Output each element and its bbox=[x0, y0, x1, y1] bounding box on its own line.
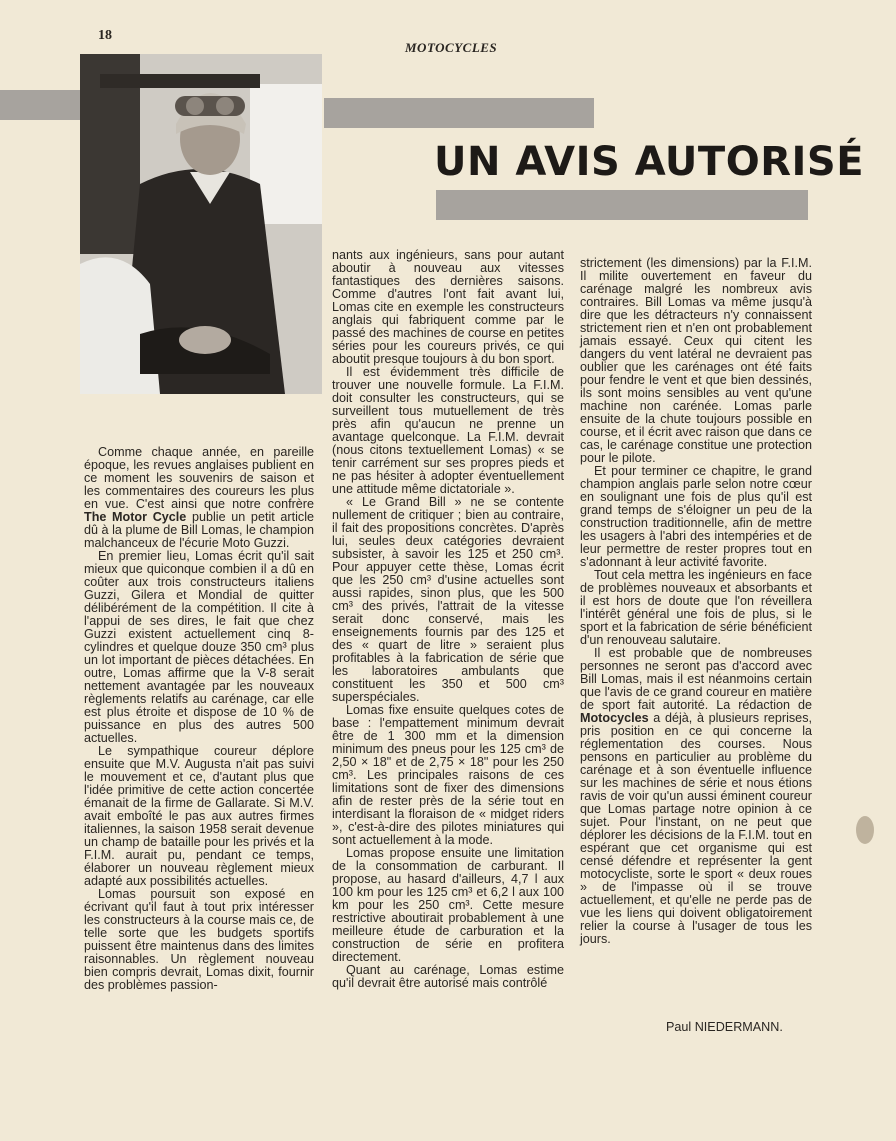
paragraph: Lomas propose ensuite une limitation de la consommation de carburant. Il propose, au hasard d'ailleurs, 4,7 l aux 100 km pour les 125 cm³ et 6,2 l aux 100 km pour les 250 cm³. Cette mesure restrictive aboutirait probablement à une meilleure étude de carburation et la construction de série en profitera directement. bbox=[332, 846, 564, 964]
publication-name: Motocycles bbox=[580, 711, 649, 725]
paragraph: nants aux ingénieurs, sans pour autant aboutir à nouveau aux vitesses fantastiques des dernières saisons. Comme d'autres l'ont fait avant lui, Lomas cite en exemple les constructeurs anglais qui fabriquent comme par le passé des machines de course en petites séries pour les coureurs privés, ce qui aboutit presque toujours à du bon sport. bbox=[332, 248, 564, 366]
paragraph: Il est évidemment très difficile de trouver une nouvelle formule. La F.I.M. doit consulter les constructeurs, qui se surveillent tous mutuellement de très près afin qu'aucun ne prenne un avantage quelconque. La F.I.M. devrait (nous citons textuellement Lomas) « se tenir carrément sur ses propres pieds et ne pas hésiter à adopter éventuellement une attitude même dictatoriale ». bbox=[332, 365, 564, 496]
rider-photo bbox=[80, 54, 322, 394]
paragraph: Quant au carénage, Lomas estime qu'il devrait être autorisé mais contrôlé bbox=[332, 963, 564, 990]
page-stain bbox=[856, 816, 874, 844]
decorative-band-left bbox=[0, 90, 86, 120]
publication-name: The Motor Cycle bbox=[84, 510, 187, 524]
decorative-band-mid bbox=[324, 98, 594, 128]
paragraph: Comme chaque année, en pareille époque, les revues anglaises publient en ce moment les souvenirs de saison et les commentaires des coureurs les plus en vue. C'est ainsi que notre confrère The Motor Cycle publie un petit article dû à la plume de Bill Lomas, le champion malchanceux de l'écurie Moto Guzzi. bbox=[84, 445, 315, 550]
page-number: 18 bbox=[98, 28, 112, 43]
paragraph: En premier lieu, Lomas écrit qu'il sait mieux que quiconque combien il a dû en coûter aux trois constructeurs italiens Guzzi, Gilera et Mondial de quitter délibérément de la compétition. Il cite à l'appui de ses dires, le fait que chez Guzzi existent actuellement cinq 8-cylindres et quelque douze 350 cm³ plus un lot important de pièces détachées. En outre, Lomas affirme que la V-8 serait nettement avantagée par les nouveaux règlements relatifs au carénage, car elle est plus étroite et dispose de 10 % de puissance en plus des autres 500 actuelles. bbox=[84, 549, 314, 745]
paragraph: Tout cela mettra les ingénieurs en face de problèmes nouveaux et absorbants et il est hors de doute que l'on réveillera l'intérêt général une fois de plus, si le sport et la fabrication de série bénéficient d'un renouveau salutaire. bbox=[580, 568, 812, 647]
magazine-running-title: MOTOCYCLES bbox=[405, 40, 498, 55]
paragraph: Et pour terminer ce chapitre, le grand champion anglais parle selon notre cœur en soulignant une fois de plus qu'il est grand temps de s'éloigner un peu de la construction traditionnelle, afin de mettre les usagers à l'abri des intempéries et de leur permettre de rester propres tout en s'adonnant à leur activité favorite. bbox=[580, 464, 812, 569]
paragraph: Lomas poursuit son exposé en écrivant qu'il faut à tout prix intéresser les constructeurs à la course mais ce, de telle sorte que les budgets sportifs puissent être maintenus dans des limites raisonnables. Un règlement nouveau bien compris devrait, Lomas dixit, fournir des problèmes passion- bbox=[84, 887, 314, 992]
rider-photo-image bbox=[80, 54, 322, 394]
paragraph: « Le Grand Bill » ne se contente nullement de critiquer ; bien au contraire, il fait des propositions concrètes. D'après lui, seules deux catégories devraient subsister, à savoir les 125 et 250 cm³. Pour appuyer cette thèse, Lomas écrit que les 250 cm³ d'usine actuelles sont aussi rapides, sinon plus, que les 500 cm³ des privés, l'attrait de la vitesse serait donc conservé, mais les enseignements fournis par des 125 et des « quart de litre » seraient plus profitables à la fabrication de série que les laboratoires ambulants que constituent les 350 et 500 cm³ superspéciales. bbox=[332, 495, 564, 704]
paragraph: Le sympathique coureur déplore ensuite que M.V. Augusta n'ait pas suivi le mouvement et ce, d'autant plus que l'idée primitive de cette action concertée émanait de la firme de Gallarate. Si M.V. avait emboîté le pas aux autres firmes italiennes, la saison 1958 serait devenue un champ de bataille pour les privés et la F.I.M. aurait pu, pendant ce temps, élaborer un nouveau règlement mieux adapté aux possibilités actuelles. bbox=[84, 744, 314, 888]
article-column-1 bbox=[84, 446, 314, 992]
paragraph: strictement (les dimensions) par la F.I.M. Il milite ouvertement en faveur du carénage malgré les nombreux avis contraires. Bill Lomas va même jusqu'à dire que les détracteurs n'y connaissent strictement rien et n'en ont probablement jamais essayé. Ceux qui citent les dangers du vent latéral ne devraient pas oublier que les carénages ont été faits pour fendre le vent et que bien dessinés, ils sont moins sensibles au vent qu'une machine non carénée. Lomas parle ensuite de la chute toujours possible en course, et il écrit avec raison que dans ce cas, le carénage constitue une protection pour le pilote. bbox=[580, 256, 812, 465]
article-headline: UN AVIS AUTORISÉ bbox=[434, 139, 865, 185]
article-column-2 bbox=[332, 249, 564, 990]
decorative-band-low bbox=[436, 190, 808, 220]
paragraph: Lomas fixe ensuite quelques cotes de base : l'empattement minimum devrait être de 1 300 mm et la dimension minimum des pneus pour les 125 cm³ de 2,50 × 18" et de 2,75 × 18" pour les 250 cm³. Les principales raisons de ces limitations sont de fixer des dimensions afin de rester près de la série tout en interdisant la floraison de « midget riders », c'est-à-dire des pilotes miniatures qui sont actuellement à la mode. bbox=[332, 703, 564, 847]
article-column-3 bbox=[580, 257, 812, 946]
paragraph: Il est probable que de nombreuses personnes ne seront pas d'accord avec Bill Lomas, mais il est néanmoins certain que l'avis de ce grand coureur en matière de sport fait autorité. La rédaction de Motocycles a déjà, à plusieurs reprises, pris position en ce qui concerne la réglementation des courses. Nous pensons en particulier au problème du carénage et à son éventuelle influence sur les machines de série et nous étions ravis de voir qu'un aussi éminent coureur que Lomas partage notre opinion à ce sujet. Pour l'instant, on ne peut que déplorer les décisions de la F.I.M. tout en espérant que cet organisme qui est censé défendre et représenter la gent motocycliste, sorte le sport « deux roues » de l'impasse où il se trouve actuellement, et qu'elle ne perde pas de vue les liens qui doivent obligatoirement relier la course à l'usager de tous les jours. bbox=[580, 646, 812, 946]
author-signature: Paul NIEDERMANN. bbox=[666, 1020, 783, 1034]
